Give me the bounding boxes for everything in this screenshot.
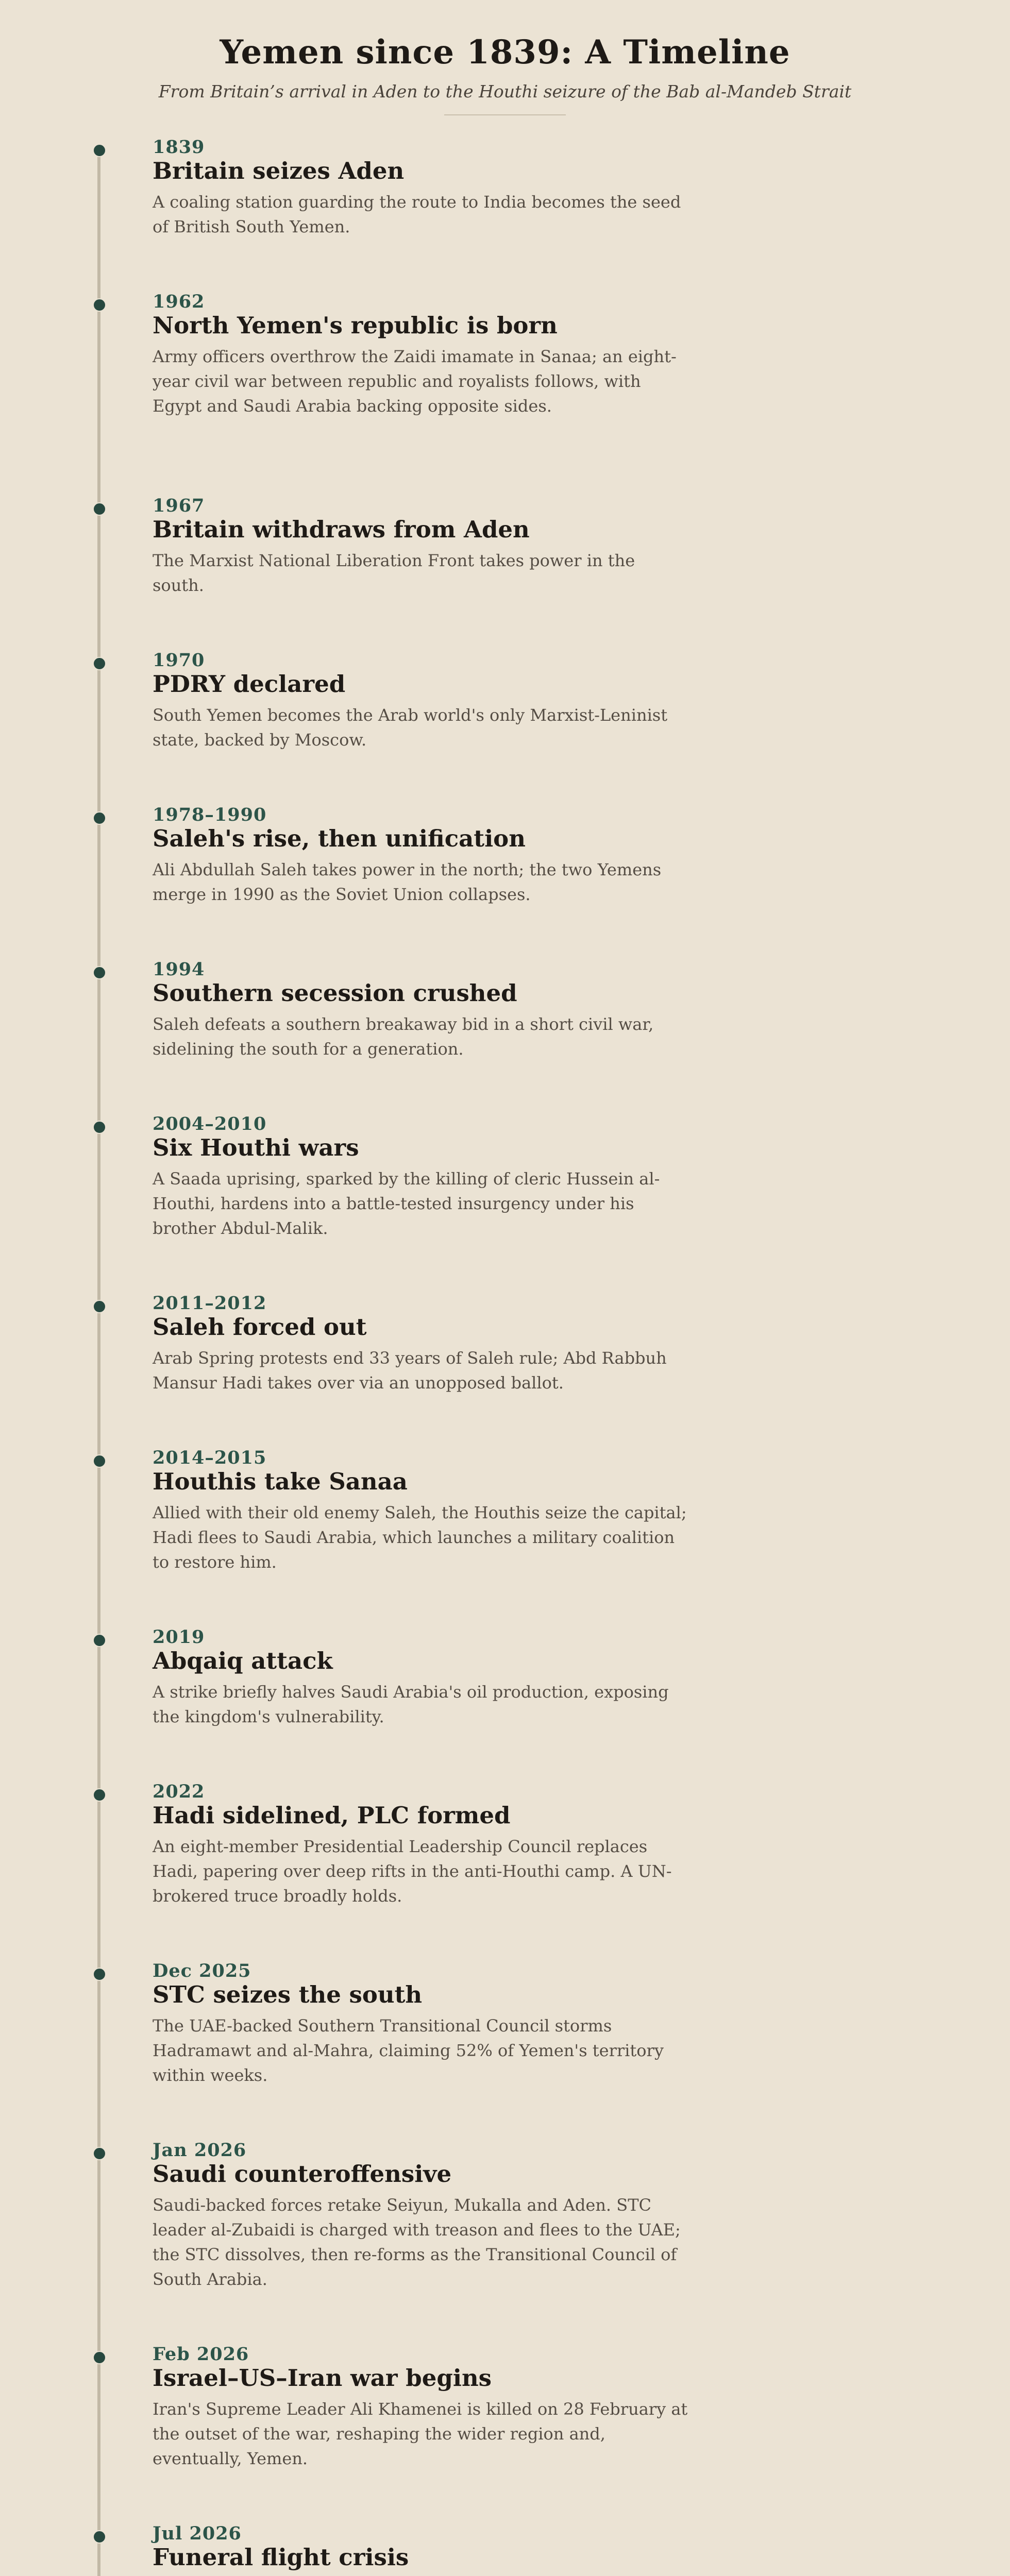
event-description: The Marxist National Liberation Front takes power in the south. xyxy=(153,551,635,595)
event-description: Saudi-backed forces retake Seiyun, Mukalla and Aden. STC leader al-Zubaidi is charged with treason and flees to the UAE; the STC dissolves, then re-forms as the Transitional Council of South Arabia. xyxy=(153,2195,681,2289)
event-title: Saudi counteroffensive xyxy=(153,2160,452,2188)
event-title: Saleh's rise, then unification xyxy=(153,825,526,852)
event-title: Houthis take Sanaa xyxy=(153,1468,408,1495)
event-title: Abqaiq attack xyxy=(153,1647,333,1674)
timeline-dot xyxy=(93,1121,106,1134)
event-title: Israel–US–Iran war begins xyxy=(153,2364,492,2392)
event-date: 2022 xyxy=(153,1781,205,1802)
timeline-dot xyxy=(93,298,106,312)
event-date: 2014–2015 xyxy=(153,1447,267,1468)
event-description: A coaling station guarding the route to India becomes the seed of British South Yemen. xyxy=(153,192,681,236)
event-date: Feb 2026 xyxy=(153,2344,249,2365)
event-title: Saleh forced out xyxy=(153,1313,367,1341)
timeline-dot xyxy=(93,1454,106,1468)
event-title: Southern secession crushed xyxy=(153,979,517,1007)
event-title: Hadi sidelined, PLC formed xyxy=(153,1802,511,1829)
event-description: Army officers overthrow the Zaidi imamate in Sanaa; an eight-year civil war between republic and royalists follows, with Egypt and Saudi Arabia backing opposite sides. xyxy=(153,347,677,416)
event-date: 2019 xyxy=(153,1626,205,1648)
event-description: Iran's Supreme Leader Ali Khamenei is killed on 28 February at the outset of the war, reshaping the wider region and, eventually, Yemen. xyxy=(153,2399,688,2468)
event-date: 1978–1990 xyxy=(153,804,267,825)
timeline-dot xyxy=(93,2351,106,2364)
event-description: South Yemen becomes the Arab world's only Marxist-Leninist state, backed by Moscow. xyxy=(153,705,668,750)
event-date: Jan 2026 xyxy=(153,2140,247,2161)
event-date: 2011–2012 xyxy=(153,1293,267,1314)
timeline-dot xyxy=(93,502,106,516)
timeline-dot xyxy=(93,2530,106,2544)
timeline-dot xyxy=(93,1300,106,1313)
event-date: 2004–2010 xyxy=(153,1113,267,1134)
event-date: 1962 xyxy=(153,291,205,312)
timeline-dot xyxy=(93,1968,106,1981)
title-divider xyxy=(444,114,566,115)
event-description: Saleh defeats a southern breakaway bid in a short civil war, sidelining the south for a generation. xyxy=(153,1014,654,1059)
event-title: PDRY declared xyxy=(153,670,346,698)
event-title: Britain withdraws from Aden xyxy=(153,516,530,543)
event-description: A Saada uprising, sparked by the killing of cleric Hussein al-Houthi, hardens into a battle-tested insurgency under his brother Abdul-Malik. xyxy=(153,1169,660,1238)
event-date: 1970 xyxy=(153,650,205,671)
timeline-dot xyxy=(93,144,106,157)
event-description: Ali Abdullah Saleh takes power in the north; the two Yemens merge in 1990 as the Soviet Union collapses. xyxy=(153,860,662,904)
timeline-dot xyxy=(93,811,106,825)
event-description: A strike briefly halves Saudi Arabia's oil production, exposing the kingdom's vulnerability. xyxy=(153,1682,669,1726)
event-date: 1839 xyxy=(153,137,205,158)
event-title: Six Houthi wars xyxy=(153,1134,359,1161)
timeline-dot xyxy=(93,1788,106,1802)
timeline-dot xyxy=(93,966,106,979)
event-date: 1994 xyxy=(153,959,205,980)
event-description: An eight-member Presidential Leadership Council replaces Hadi, papering over deep rifts in the anti-Houthi camp. A UN-brokered truce broadly holds. xyxy=(153,1837,672,1906)
timeline-dot xyxy=(93,2147,106,2160)
event-date: 1967 xyxy=(153,495,205,516)
event-title: Funeral flight crisis xyxy=(153,2544,409,2571)
event-description: The UAE-backed Southern Transitional Council storms Hadramawt and al-Mahra, claiming 52% of Yemen's territory within weeks. xyxy=(153,2016,664,2085)
page-subtitle: From Britain’s arrival in Aden to the Houthi seizure of the Bab al-Mandeb Strait xyxy=(158,81,852,101)
event-date: Dec 2025 xyxy=(153,1960,251,1981)
event-description: Allied with their old enemy Saleh, the Houthis seize the capital; Hadi flees to Saudi Arabia, which launches a military coalition to restore him. xyxy=(153,1503,687,1572)
event-title: STC seizes the south xyxy=(153,1981,423,2008)
event-title: North Yemen's republic is born xyxy=(153,312,558,339)
page-title: Yemen since 1839: A Timeline xyxy=(220,33,790,72)
event-description: Arab Spring protests end 33 years of Saleh rule; Abd Rabbuh Mansur Hadi takes over via an unopposed ballot. xyxy=(153,1348,667,1393)
event-title: Britain seizes Aden xyxy=(153,157,405,184)
event-date: Jul 2026 xyxy=(153,2523,242,2544)
timeline-dot xyxy=(93,1634,106,1647)
timeline-dot xyxy=(93,657,106,670)
